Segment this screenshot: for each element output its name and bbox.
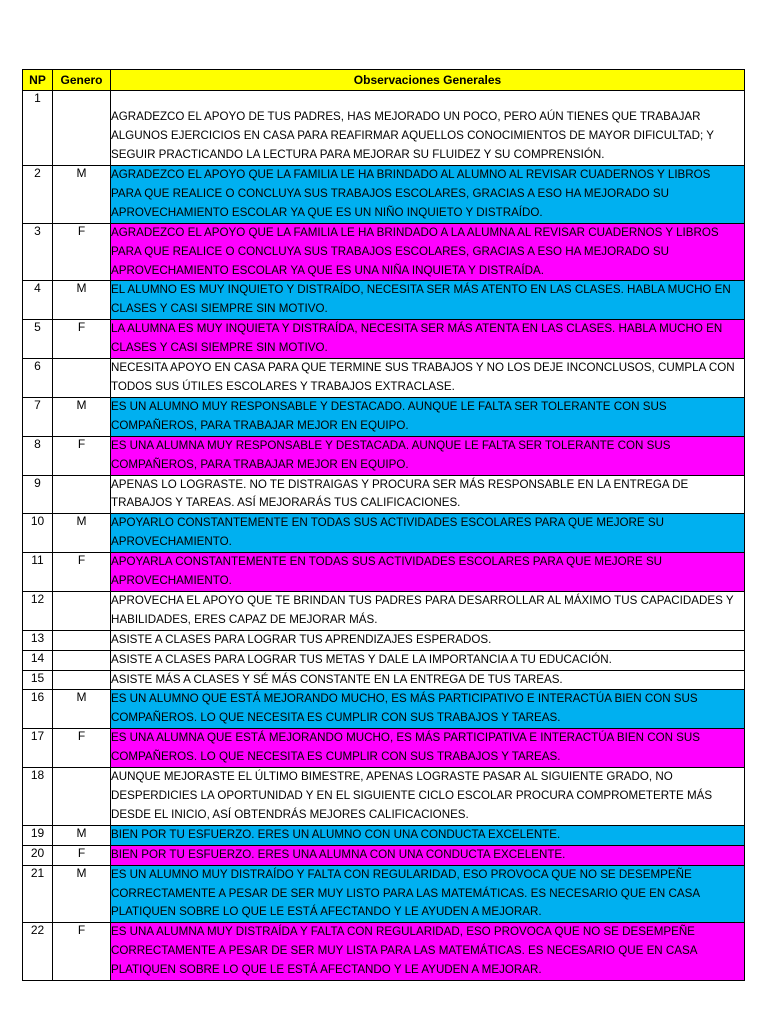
np-cell: 9 — [23, 475, 53, 514]
table-row — [23, 768, 745, 826]
observacion-cell: ES UN ALUMNO MUY RESPONSABLE Y DESTACADO. AUNQUE LE FALTA SER TOLERANTE CON SUS COMPAÑEROS, PARA TRABAJAR MEJOR EN EQUIPO. — [111, 397, 745, 436]
observacion-cell: APOYARLO CONSTANTEMENTE EN TODAS SUS ACTIVIDADES ESCOLARES PARA QUE MEJORE SU APROVECHAMIENTO. — [111, 514, 745, 553]
np-cell: 14 — [23, 650, 53, 670]
genero-cell: F — [53, 223, 111, 281]
observacion-cell: AGRADEZCO EL APOYO QUE LA FAMILIA LE HA BRINDADO A LA ALUMNA AL REVISAR CUADERNOS Y LIBROS PARA QUE REALICE O CONCLUYA SUS TRABAJOS ESCOLARES, GRACIAS A ESO HA MEJORADO SU APROVECHAMIENTO ESCOLAR YA QUE ES UNA NIÑA INQUIETA Y DISTRAÍDA. — [111, 223, 745, 281]
table-row — [23, 397, 745, 436]
observacion-cell: AUNQUE MEJORASTE EL ÚLTIMO BIMESTRE, APENAS LOGRASTE PASAR AL SIGUIENTE GRADO, NO DESPERDICIES LA OPORTUNIDAD Y EN EL SIGUIENTE CICLO ESCOLAR PROCURA COMPROMETERTE MÁS DESDE EL INICIO, ASÍ OBTENDRÁS MEJORES CALIFICACIONES. — [111, 768, 745, 826]
genero-cell — [53, 768, 111, 826]
np-cell: 22 — [23, 923, 53, 981]
table-row — [23, 359, 745, 398]
table-row — [23, 650, 745, 670]
table-row — [23, 166, 745, 224]
table-row — [23, 553, 745, 592]
genero-cell — [53, 650, 111, 670]
observacion-cell: ES UNA ALUMNA MUY DISTRAÍDA Y FALTA CON REGULARIDAD, ESO PROVOCA QUE NO SE DESEMPEÑE CORRECTAMENTE A PESAR DE SER MUY LISTA PARA LAS MATEMÁTICAS. ES NECESARIO QUE EN CASA PLATIQUEN SOBRE LO QUE LE ESTÁ AFECTANDO Y LE AYUDEN A MEJORAR. — [111, 923, 745, 981]
np-cell: 16 — [23, 690, 53, 729]
np-cell: 1 — [23, 91, 53, 166]
table-row — [23, 223, 745, 281]
genero-cell — [53, 591, 111, 630]
genero-cell: M — [53, 397, 111, 436]
genero-cell: M — [53, 166, 111, 224]
observacion-cell: ASISTE A CLASES PARA LOGRAR TUS APRENDIZAJES ESPERADOS. — [111, 630, 745, 650]
np-cell: 12 — [23, 591, 53, 630]
observacion-cell: ES UNA ALUMNA MUY RESPONSABLE Y DESTACADA. AUNQUE LE FALTA SER TOLERANTE CON SUS COMPAÑEROS, PARA TRABAJAR MEJOR EN EQUIPO. — [111, 436, 745, 475]
np-cell: 7 — [23, 397, 53, 436]
observacion-cell: EL ALUMNO ES MUY INQUIETO Y DISTRAÍDO, NECESITA SER MÁS ATENTO EN LAS CLASES. HABLA MUCHO EN CLASES Y CASI SIEMPRE SIN MOTIVO. — [111, 281, 745, 320]
genero-cell: F — [53, 436, 111, 475]
genero-cell: M — [53, 281, 111, 320]
np-cell: 5 — [23, 320, 53, 359]
header-genero: Genero — [53, 70, 111, 91]
table-row — [23, 281, 745, 320]
table-row — [23, 514, 745, 553]
genero-cell: F — [53, 320, 111, 359]
genero-cell: M — [53, 514, 111, 553]
table-row — [23, 670, 745, 690]
observacion-cell: LA ALUMNA ES MUY INQUIETA Y DISTRAÍDA, NECESITA SER MÁS ATENTA EN LAS CLASES. HABLA MUCHO EN CLASES Y CASI SIEMPRE SIN MOTIVO. — [111, 320, 745, 359]
np-cell: 6 — [23, 359, 53, 398]
table-row — [23, 475, 745, 514]
header-row — [23, 70, 745, 91]
observacion-cell: AGRADEZCO EL APOYO DE TUS PADRES, HAS MEJORADO UN POCO, PERO AÚN TIENES QUE TRABAJAR ALGUNOS EJERCICIOS EN CASA PARA REAFIRMAR AQUELLOS CONOCIMIENTOS DE MAYOR DIFICULTAD; Y SEGUIR PRACTICANDO LA LECTURA PARA MEJORAR SU FLUIDEZ Y SU COMPRENSIÓN. — [111, 91, 745, 166]
observacion-cell: AGRADEZCO EL APOYO QUE LA FAMILIA LE HA BRINDADO AL ALUMNO AL REVISAR CUADERNOS Y LIBROS PARA QUE REALICE O CONCLUYA SUS TRABAJOS ESCOLARES, GRACIAS A ESO HA MEJORADO SU APROVECHAMIENTO ESCOLAR YA QUE ES UN NIÑO INQUIETO Y DISTRAÍDO. — [111, 166, 745, 224]
table-row — [23, 845, 745, 865]
np-cell: 15 — [23, 670, 53, 690]
np-cell: 19 — [23, 825, 53, 845]
observacion-cell: ASISTE A CLASES PARA LOGRAR TUS METAS Y DALE LA IMPORTANCIA A TU EDUCACIÓN. — [111, 650, 745, 670]
np-cell: 8 — [23, 436, 53, 475]
table-row — [23, 436, 745, 475]
table-row — [23, 591, 745, 630]
observacion-cell: APENAS LO LOGRASTE. NO TE DISTRAIGAS Y PROCURA SER MÁS RESPONSABLE EN LA ENTREGA DE TRABAJOS Y TAREAS. ASÍ MEJORARÁS TUS CALIFICACIONES. — [111, 475, 745, 514]
genero-cell — [53, 359, 111, 398]
np-cell: 13 — [23, 630, 53, 650]
table-row — [23, 630, 745, 650]
observacion-cell: ES UN ALUMNO MUY DISTRAÍDO Y FALTA CON REGULARIDAD, ESO PROVOCA QUE NO SE DESEMPEÑE CORRECTAMENTE A PESAR DE SER MUY LISTO PARA LAS MATEMÁTICAS. ES NECESARIO QUE EN CASA PLATIQUEN SOBRE LO QUE LE ESTÁ AFECTANDO Y LE AYUDEN A MEJORAR. — [111, 865, 745, 923]
observacion-cell: ASISTE MÁS A CLASES Y SÉ MÁS CONSTANTE EN LA ENTREGA DE TUS TAREAS. — [111, 670, 745, 690]
np-cell: 17 — [23, 729, 53, 768]
observacion-cell: ES UN ALUMNO QUE ESTÁ MEJORANDO MUCHO, ES MÁS PARTICIPATIVO E INTERACTÚA BIEN CON SUS COMPAÑEROS. LO QUE NECESITA ES CUMPLIR CON SUS TRABAJOS Y TAREAS. — [111, 690, 745, 729]
genero-cell: F — [53, 845, 111, 865]
table-row — [23, 865, 745, 923]
np-cell: 18 — [23, 768, 53, 826]
table-body — [23, 91, 745, 981]
observations-table — [22, 69, 745, 981]
np-cell: 4 — [23, 281, 53, 320]
np-cell: 21 — [23, 865, 53, 923]
table-row — [23, 923, 745, 981]
observacion-cell: APOYARLA CONSTANTEMENTE EN TODAS SUS ACTIVIDADES ESCOLARES PARA QUE MEJORE SU APROVECHAMIENTO. — [111, 553, 745, 592]
observacion-cell: ES UNA ALUMNA QUE ESTÁ MEJORANDO MUCHO, ES MÁS PARTICIPATIVA E INTERACTÚA BIEN CON SUS COMPAÑEROS. LO QUE NECESITA ES CUMPLIR CON SUS TRABAJOS Y TAREAS. — [111, 729, 745, 768]
np-cell: 2 — [23, 166, 53, 224]
genero-cell: F — [53, 553, 111, 592]
genero-cell: F — [53, 923, 111, 981]
np-cell: 10 — [23, 514, 53, 553]
genero-cell: F — [53, 729, 111, 768]
observacion-cell: BIEN POR TU ESFUERZO. ERES UNA ALUMNA CON UNA CONDUCTA EXCELENTE. — [111, 845, 745, 865]
np-cell: 3 — [23, 223, 53, 281]
genero-cell: M — [53, 690, 111, 729]
observacion-cell: BIEN POR TU ESFUERZO. ERES UN ALUMNO CON UNA CONDUCTA EXCELENTE. — [111, 825, 745, 845]
table-row — [23, 320, 745, 359]
header-np: NP — [23, 70, 53, 91]
table-row — [23, 729, 745, 768]
genero-cell: M — [53, 865, 111, 923]
table-row — [23, 91, 745, 166]
table-row — [23, 825, 745, 845]
observacion-cell: APROVECHA EL APOYO QUE TE BRINDAN TUS PADRES PARA DESARROLLAR AL MÁXIMO TUS CAPACIDADES Y HABILIDADES, ERES CAPAZ DE MEJORAR MÁS. — [111, 591, 745, 630]
genero-cell — [53, 475, 111, 514]
genero-cell — [53, 670, 111, 690]
genero-cell: M — [53, 825, 111, 845]
header-observaciones: Observaciones Generales — [111, 70, 745, 91]
np-cell: 20 — [23, 845, 53, 865]
genero-cell — [53, 91, 111, 166]
genero-cell — [53, 630, 111, 650]
np-cell: 11 — [23, 553, 53, 592]
observacion-cell: NECESITA APOYO EN CASA PARA QUE TERMINE SUS TRABAJOS Y NO LOS DEJE INCONCLUSOS, CUMPLA CON TODOS SUS ÚTILES ESCOLARES Y TRABAJOS EXTRACLASE. — [111, 359, 745, 398]
table-row — [23, 690, 745, 729]
